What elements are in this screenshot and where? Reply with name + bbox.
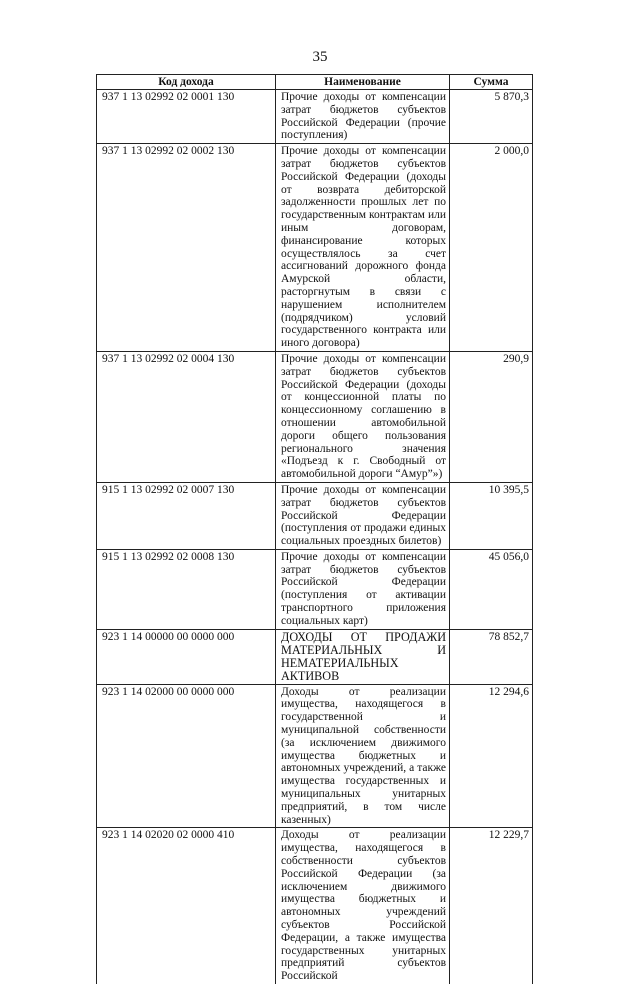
table-header-row: [97, 75, 533, 90]
revenue-name: Прочие доходы от компенсации затрат бюджетов субъектов Российской Федерации (доходы от концессионной платы по концессионному соглашению в отношении автомобильной дороги общего пользования регионального значения «Подъезд к г. Свободный от автомобильной дороги “Амур”»): [276, 351, 450, 482]
header-code: Код дохода: [97, 75, 276, 90]
revenue-name: Прочие доходы от компенсации затрат бюджетов субъектов Российской Федерации (поступления от активации транспортного приложения социальных карт): [276, 549, 450, 629]
revenue-amount: 2 000,0: [450, 144, 533, 352]
page-number: 35: [312, 49, 328, 65]
header-amount: Сумма: [450, 75, 533, 90]
revenue-code: 923 1 14 02020 02 0000 410: [97, 828, 276, 984]
revenue-amount: 12 229,7: [450, 828, 533, 984]
revenue-name: Доходы от реализации имущества, находящегося в государственной и муниципальной собственности (за исключением движимого имущества бюджетных и автономных учреждений, а также имущества государственных и муниципальных унитарных предприятий, в том числе казенных): [276, 684, 450, 828]
revenue-code: 923 1 14 02000 00 0000 000: [97, 684, 276, 828]
revenue-amount: 5 870,3: [450, 90, 533, 144]
revenue-amount: 45 056,0: [450, 549, 533, 629]
table-row: [97, 482, 533, 549]
revenue-name: Прочие доходы от компенсации затрат бюджетов субъектов Российской Федерации (прочие поступления): [276, 90, 450, 144]
revenue-amount: 10 395,5: [450, 482, 533, 549]
revenue-code: 937 1 13 02992 02 0004 130: [97, 351, 276, 482]
table-row: [97, 684, 533, 828]
revenue-amount: 78 852,7: [450, 629, 533, 684]
table-row: [97, 144, 533, 352]
revenue-name: Прочие доходы от компенсации затрат бюджетов субъектов Российской Федерации (поступления от продажи единых социальных проездных билетов): [276, 482, 450, 549]
revenue-code: 915 1 13 02992 02 0008 130: [97, 549, 276, 629]
revenue-amount: 290,9: [450, 351, 533, 482]
table-row: [97, 549, 533, 629]
revenue-code: 923 1 14 00000 00 0000 000: [97, 629, 276, 684]
revenue-name: Доходы от реализации имущества, находящегося в собственности субъектов Российской Федерации (за исключением движимого имущества бюджетных и автономных учреждений субъектов Российской Федерации, а также имущества государственных унитарных предприятий субъектов Российской: [276, 828, 450, 984]
revenue-code: 937 1 13 02992 02 0001 130: [97, 90, 276, 144]
revenue-code: 937 1 13 02992 02 0002 130: [97, 144, 276, 352]
table-row: [97, 351, 533, 482]
revenue-table: [96, 74, 533, 984]
table-row: [97, 629, 533, 684]
revenue-name: ДОХОДЫ ОТ ПРОДАЖИ МАТЕРИАЛЬНЫХ И НЕМАТЕРИАЛЬНЫХ АКТИВОВ: [276, 629, 450, 684]
revenue-amount: 12 294,6: [450, 684, 533, 828]
header-name: Наименование: [276, 75, 450, 90]
revenue-code: 915 1 13 02992 02 0007 130: [97, 482, 276, 549]
table-row: [97, 828, 533, 984]
revenue-name: Прочие доходы от компенсации затрат бюджетов субъектов Российской Федерации (доходы от возврата дебиторской задолженности прошлых лет по государственным контрактам или иным договорам, финансирование которых осуществлялось за счет ассигнований дорожного фонда Амурской области, расторгнутым в связи с нарушением исполнителем (подрядчиком) условий государственного контракта или иного договора): [276, 144, 450, 352]
table-row: [97, 90, 533, 144]
